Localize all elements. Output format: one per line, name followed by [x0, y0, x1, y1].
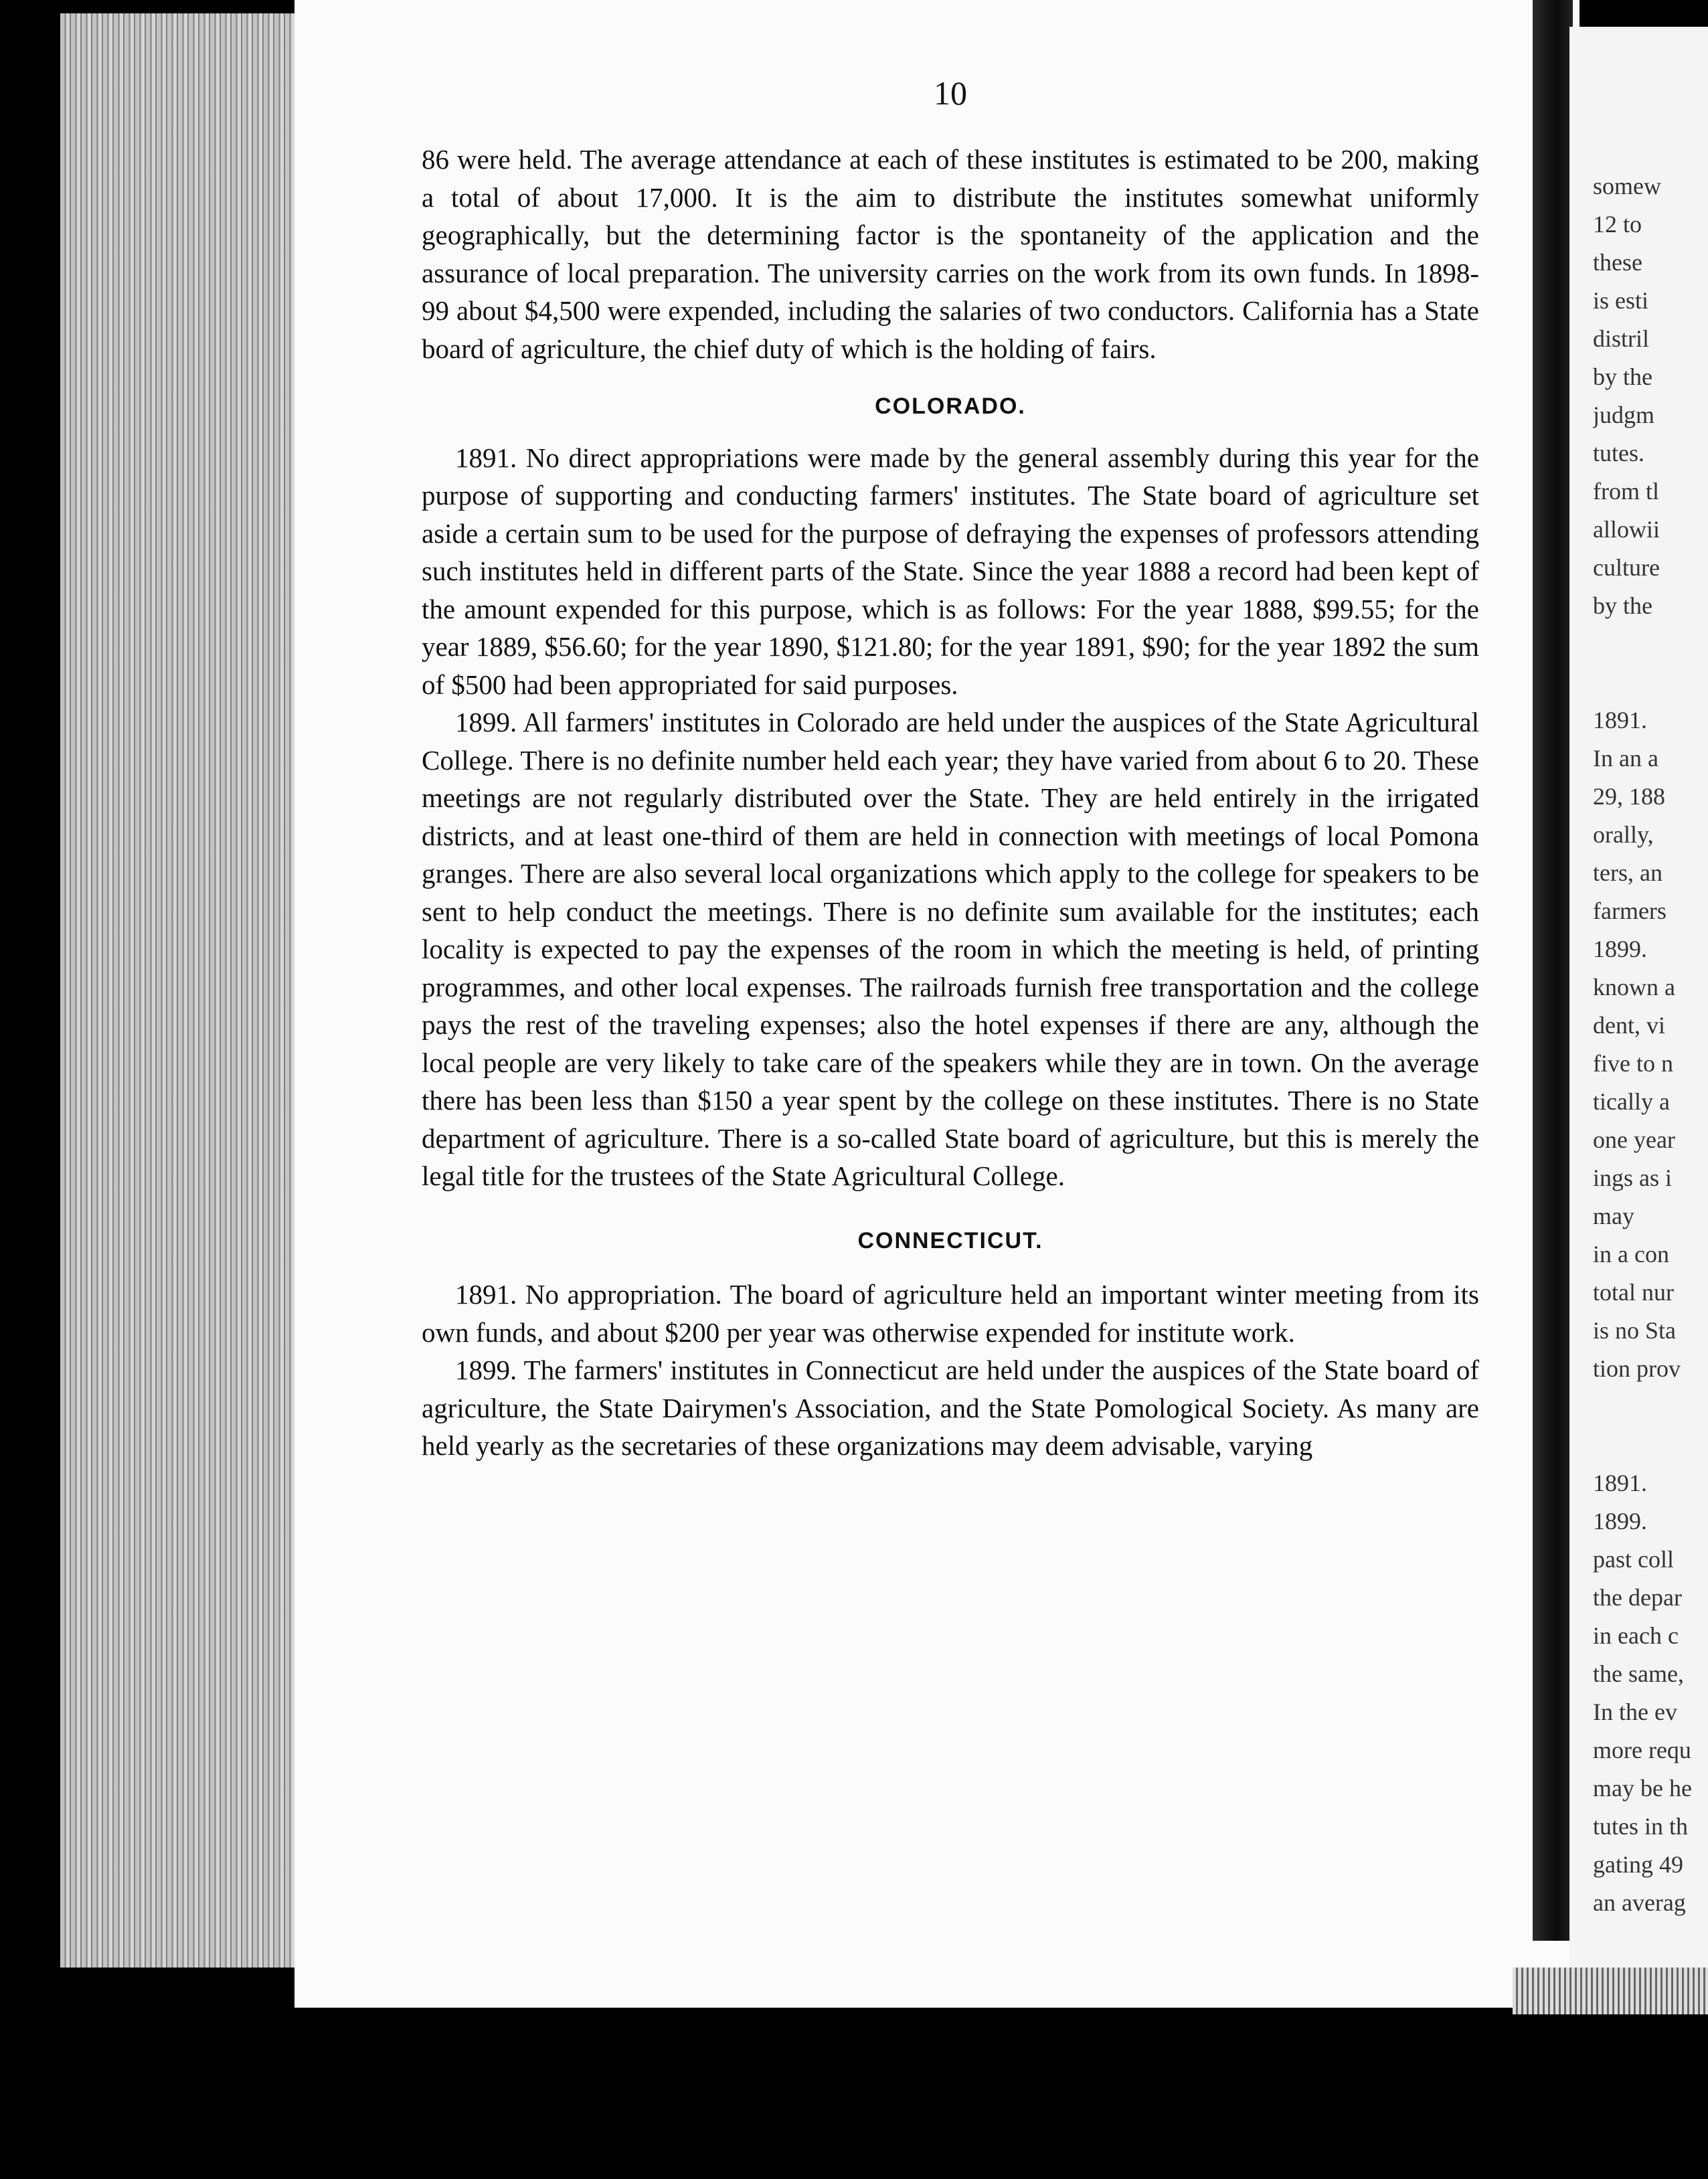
facing-page-line: In an a [1593, 745, 1658, 772]
page-number: 10 [934, 74, 967, 112]
facing-page-line: the depar [1593, 1584, 1682, 1611]
facing-page-line: is no Sta [1593, 1317, 1677, 1344]
facing-page-line: one year [1593, 1126, 1675, 1153]
book-bottom-edge [1513, 1968, 1708, 2014]
facing-page-line: 1891. [1593, 707, 1647, 733]
facing-page-line: In the ev [1593, 1698, 1677, 1725]
facing-page-line: 12 to [1593, 211, 1642, 238]
intro-paragraph: 86 were held. The average attendance at each of these institutes is estimated to be 200, making a total of about 17,000. It is the aim to distribute the institutes somewhat uniformly geographically, but the determining factor is the spontaneity of the application and the assurance of local preparation. The university carries on the work from its own funds. In 1898-99 about $4,500 were expended, including the salaries of two conductors. California has a State board of agriculture, the chief duty of which is the holding of fairs. [422, 144, 1479, 364]
facing-page-line: ters, an [1593, 859, 1662, 886]
colorado-heading: COLORADO. [875, 394, 1026, 419]
facing-page-line: judgm [1593, 402, 1655, 428]
connecticut-1891-paragraph: 1891. No appropriation. The board of agriculture held an important winter meeting from its own funds, and about $200 per year was otherwise expended for institute work. [422, 1279, 1479, 1348]
facing-page-line: 29, 188 [1593, 783, 1665, 810]
facing-page-line: may [1593, 1203, 1634, 1229]
facing-page-line: more requ [1593, 1737, 1691, 1763]
facing-page-line: orally, [1593, 821, 1654, 848]
facing-page-line: is esti [1593, 287, 1649, 314]
facing-page-line: may be he [1593, 1775, 1692, 1802]
facing-page-text [1593, 167, 1708, 1922]
facing-page-line: an averag [1593, 1889, 1686, 1916]
facing-page-line [1593, 1426, 1708, 1464]
facing-page-line: total nur [1593, 1279, 1674, 1306]
facing-page-line: 1891. [1593, 1470, 1647, 1496]
facing-page-line: tically a [1593, 1088, 1670, 1115]
facing-page-line: from tl [1593, 478, 1659, 505]
facing-page-line: distril [1593, 325, 1650, 352]
facing-page-line: dent, vi [1593, 1012, 1665, 1039]
colorado-1891-paragraph: 1891. No direct appropriations were made by the general assembly during this year for the purpose of supporting and conducting farmers' institutes. The State board of agriculture set aside a certain sum to be used for the purpose of defraying the expenses of professors attending such institutes held in different parts of the State. Since the year 1888 a record had been kept of the amount expended for this purpose, which is as follows: For the year 1888, $99.55; for the year 1889, $56.60; for the year 1890, $121.80; for the year 1891, $90; for the year 1892 the sum of $500 had been appropriated for said purposes. [422, 442, 1479, 700]
facing-page-line: by the [1593, 363, 1652, 390]
facing-page-line: tutes in th [1593, 1813, 1688, 1840]
book-page-edges [60, 13, 328, 1968]
facing-page-line: ings as i [1593, 1164, 1673, 1191]
facing-page-line: 1899. [1593, 1508, 1647, 1535]
facing-page-line: tutes. [1593, 440, 1644, 466]
facing-page-line: five to n [1593, 1050, 1673, 1077]
page-body [422, 141, 1479, 1465]
facing-page-line [1593, 663, 1708, 701]
facing-page-line: allowii [1593, 516, 1660, 543]
facing-page-line: known a [1593, 974, 1675, 1000]
facing-page-line: in each c [1593, 1622, 1679, 1649]
facing-page-line: tion prov [1593, 1355, 1681, 1382]
facing-page-line: gating 49 [1593, 1851, 1683, 1878]
facing-page-line: somew [1593, 173, 1661, 199]
facing-page-line: farmers [1593, 897, 1667, 924]
facing-page-line: culture [1593, 554, 1660, 581]
book-gutter [1533, 0, 1573, 1941]
facing-page-line [1593, 1388, 1708, 1426]
connecticut-heading: CONNECTICUT. [857, 1227, 1043, 1253]
connecticut-1899-paragraph: 1899. The farmers' institutes in Connecticut are held under the auspices of the State board of agriculture, the State Dairymen's Association, and the State Pomological Society. As many are held yearly as the secretaries of these organizations may deem advisable, varying [422, 1355, 1479, 1461]
facing-page-line: by the [1593, 592, 1652, 619]
facing-page-line: past coll [1593, 1546, 1674, 1573]
facing-page-line: in a con [1593, 1241, 1669, 1268]
facing-page-line: 1899. [1593, 936, 1647, 962]
colorado-1899-paragraph: 1899. All farmers' institutes in Colorado are held under the auspices of the State Agricultural College. There is no definite number held each year; they have varied from about 6 to 20. These meetings are not regularly distributed over the State. They are held entirely in the irrigated districts, and at least one-third of them are held in connection with meetings of local Pomona granges. There are also several local organizations which apply to the college for speakers to be sent to help conduct the meetings. There is no definite sum available for the institutes; each locality is expected to pay the expenses of the room in which the meeting is held, of printing programmes, and other local expenses. The railroads furnish free transportation and the college pays the rest of the traveling expenses; also the hotel expenses if there are any, although the local people are very likely to take care of the speakers while they are in town. On the average there has been less than $150 a year spent by the college on these institutes. There is no State department of agriculture. There is a so-called State board of agriculture, but this is merely the legal title for the trustees of the State Agricultural College. [422, 707, 1479, 1191]
facing-page-line: these [1593, 249, 1642, 276]
facing-page-line [1593, 625, 1708, 663]
facing-page-line: the same, [1593, 1660, 1684, 1687]
